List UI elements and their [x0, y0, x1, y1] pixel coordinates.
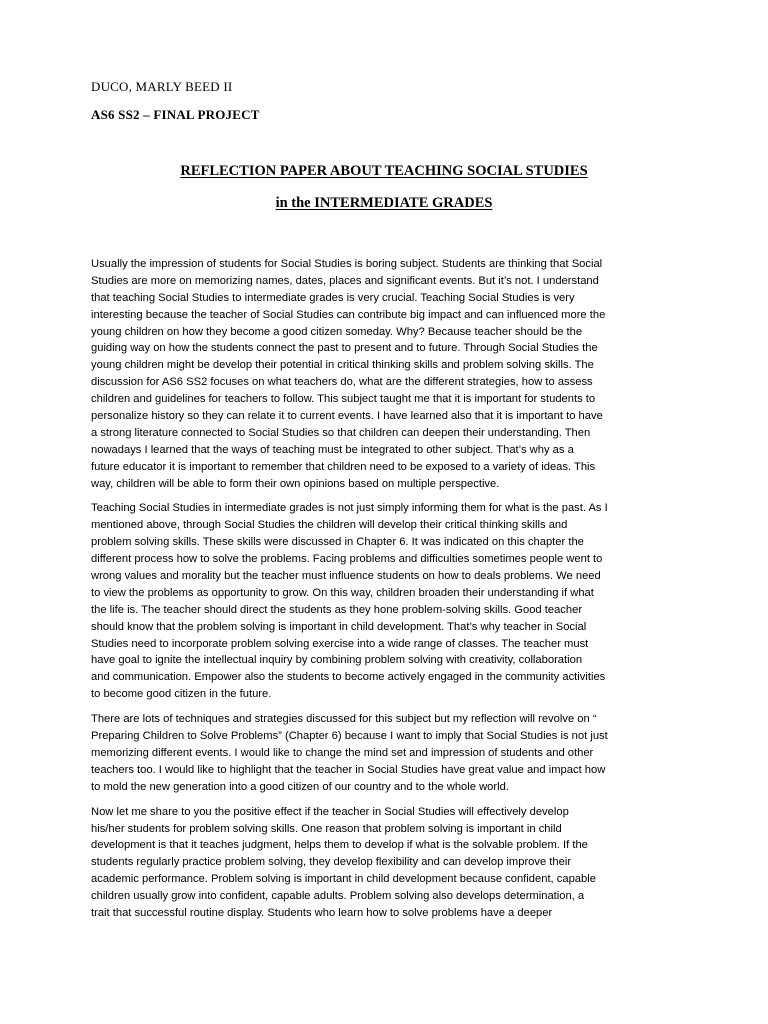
paragraph-2	[91, 500, 686, 703]
paragraph-gap	[91, 703, 686, 711]
text-line: Preparing Children to Solve Problems” (Chapter 6) because I want to imply that Social Studies is not just	[91, 730, 608, 743]
text-line: Studies need to incorporate problem solving exercise into a wide range of classes. The teacher must	[91, 637, 589, 650]
text-line: teachers too. I would like to highlight that the teacher in Social Studies have great value and impact how	[91, 763, 606, 776]
text-line: Usually the impression of students for Social Studies is boring subject. Students are thinking that Social	[91, 258, 603, 270]
text-line: future educator it is important to remember that children need to be exposed to a variety of ideas. This	[91, 460, 596, 473]
text-line: interesting because the teacher of Social Studies can contribute big impact and can influenced more the	[91, 308, 606, 321]
author-name: DUCO, MARLY BEED II	[91, 79, 233, 94]
text-line: young children on how they become a good citizen someday. Why? Because teacher should be the	[91, 325, 583, 338]
text-line: that teaching Social Studies to intermediate grades is very crucial. Teaching Social Studies is very	[91, 291, 575, 304]
text-line: children usually grow into confident, capable adults. Problem solving also develops determination, a	[91, 890, 585, 903]
text-line: different process how to solve the problems. Facing problems and difficulties sometimes people went to	[91, 553, 603, 566]
text-line: problem solving skills. These skills were discussed in Chapter 6. It was indicated on this chapter the	[91, 536, 584, 549]
text-line: academic performance. Problem solving is important in child development because confident, capable	[91, 873, 596, 886]
text-line: have goal to ignite the intellectual inquiry by combining problem solving with creativity, collaboration	[91, 654, 583, 667]
paragraph-1	[91, 256, 686, 492]
text-line: wrong values and morality but the teacher must influence students on how to deals problems. We need	[91, 570, 601, 583]
text-line: guiding way on how the students connect the past to present and to future. Through Social Studies the	[91, 342, 598, 355]
text-line: should know that the problem solving is important in child development. That’s why teacher in Social	[91, 620, 587, 633]
text-line: Now let me share to you the positive effect if the teacher in Social Studies will effectively develop	[91, 805, 569, 818]
text-line: nowadays I learned that the ways of teaching must be integrated to other subject. That’s why as a	[91, 443, 574, 456]
text-line: personalize history so they can relate it to current events. I have learned also that it is important to have	[91, 410, 603, 423]
document-title: REFLECTION PAPER ABOUT TEACHING SOCIAL STUDIES	[180, 163, 588, 179]
text-line: Studies are more on memorizing names, dates, places and significant events. But it’s not. I understand	[91, 274, 599, 287]
text-line: to become good citizen in the future.	[91, 688, 272, 701]
text-line: memorizing different events. I would like to change the mind set and impression of students and other	[91, 746, 594, 759]
document-subtitle: in the INTERMEDIATE GRADES	[275, 195, 493, 211]
text-line: Teaching Social Studies in intermediate grades is not just simply informing them for what is the past. As I	[91, 502, 608, 515]
document-body	[91, 256, 686, 922]
paragraph-gap	[91, 492, 686, 500]
paragraph-4	[91, 804, 686, 922]
text-line: students regularly practice problem solving, they develop flexibility and can develop improve their	[91, 856, 572, 869]
text-line: the life is. The teacher should direct the students as they hone problem-solving skills. Good teacher	[91, 603, 583, 616]
course-label: AS6 SS2 – FINAL PROJECT	[91, 107, 260, 122]
paragraph-3	[91, 711, 686, 795]
text-line: mentioned above, through Social Studies the children will develop their critical thinking skills and	[91, 519, 568, 532]
text-line: to view the problems as opportunity to grow. On this way, children broaden their understanding if what	[91, 586, 594, 599]
text-line: There are lots of techniques and strategies discussed for this subject but my reflection will revolve on “	[91, 713, 597, 726]
text-line: discussion for AS6 SS2 focuses on what teachers do, what are the different strategies, how to assess	[91, 376, 593, 389]
text-line: to mold the new generation into a good citizen of our country and to the whole world.	[91, 780, 509, 793]
text-line: trait that successful routine display. Students who learn how to solve problems have a deeper	[91, 906, 553, 919]
text-line: and communication. Empower also the students to become actively engaged in the community activities	[91, 671, 606, 684]
paragraph-gap	[91, 796, 686, 804]
text-line: young children might be develop their potential in critical thinking skills and problem solving skills. The	[91, 359, 594, 372]
text-line: his/her students for problem solving skills. One reason that problem solving is important in child	[91, 822, 562, 835]
text-line: development is that it teaches judgment, helps them to develop if what is the solvable problem. If the	[91, 839, 588, 852]
text-line: children and guidelines for teachers to follow. This subject taught me that it is important for students to	[91, 393, 596, 406]
text-line: way, children will be able to form their own opinions based on multiple perspective.	[91, 477, 500, 490]
text-line: a strong literature connected to Social Studies so that children can deepen their understanding. Then	[91, 426, 591, 439]
